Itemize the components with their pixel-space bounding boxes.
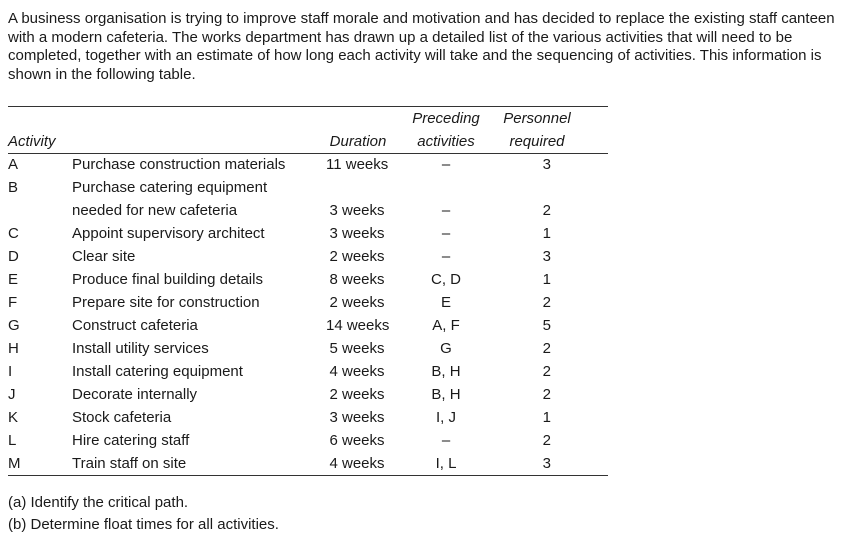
table-top-rule bbox=[8, 106, 608, 107]
question-a: (a) Identify the critical path. bbox=[8, 494, 189, 511]
row-personnel: 3 bbox=[542, 248, 551, 265]
row-preceding: – bbox=[441, 156, 451, 173]
row-personnel: 2 bbox=[542, 202, 551, 219]
row-duration: 5 weeks bbox=[329, 340, 385, 357]
row-activity-id: A bbox=[8, 156, 19, 173]
row-preceding: – bbox=[441, 432, 451, 449]
row-personnel: 5 bbox=[542, 317, 551, 334]
row-description: Appoint supervisory architect bbox=[72, 225, 265, 242]
row-personnel: 2 bbox=[542, 432, 551, 449]
row-duration: 3 weeks bbox=[329, 225, 385, 242]
question-b: (b) Determine float times for all activities. bbox=[8, 515, 279, 533]
row-preceding: – bbox=[441, 202, 451, 219]
row-activity-id: J bbox=[8, 386, 16, 403]
row-personnel: 2 bbox=[542, 363, 551, 380]
questions bbox=[8, 492, 279, 535]
row-duration: 4 weeks bbox=[329, 455, 385, 472]
header-preceding-line1: Preceding bbox=[412, 110, 480, 127]
row-preceding: – bbox=[441, 248, 451, 265]
row-description: Install catering equipment bbox=[72, 363, 243, 380]
table-header-rule bbox=[8, 153, 608, 154]
row-preceding: C, D bbox=[431, 271, 461, 288]
row-duration: 2 weeks bbox=[329, 294, 385, 311]
header-activity: Activity bbox=[8, 133, 56, 150]
row-description: Construct cafeteria bbox=[72, 317, 198, 334]
row-duration: 11 weeks bbox=[326, 156, 389, 173]
row-personnel: 2 bbox=[542, 294, 551, 311]
row-activity-id: F bbox=[8, 294, 18, 311]
row-description: Train staff on site bbox=[72, 455, 187, 472]
header-personnel-line2: required bbox=[509, 133, 565, 150]
row-description: Decorate internally bbox=[72, 386, 198, 403]
row-duration: 14 weeks bbox=[326, 317, 390, 334]
row-duration: 3 weeks bbox=[329, 409, 385, 426]
row-preceding: G bbox=[440, 340, 452, 357]
row-preceding: B, H bbox=[431, 386, 461, 403]
row-duration: 2 weeks bbox=[329, 248, 385, 265]
table-bottom-rule bbox=[8, 475, 608, 476]
row-description: Install utility services bbox=[72, 340, 209, 357]
row-activity-id: I bbox=[8, 363, 13, 380]
row-description: Hire catering staff bbox=[72, 432, 190, 449]
row-activity-id: L bbox=[8, 432, 17, 449]
row-description: Prepare site for construction bbox=[72, 294, 260, 311]
row-duration: 2 weeks bbox=[329, 386, 385, 403]
row-duration: 3 weeks bbox=[329, 202, 385, 219]
row-activity-id: H bbox=[8, 340, 19, 357]
row-personnel: 1 bbox=[542, 225, 551, 242]
row-duration: 6 weeks bbox=[329, 432, 385, 449]
row-personnel: 1 bbox=[542, 409, 551, 426]
row-preceding: B, H bbox=[431, 363, 461, 380]
row-activity-id: C bbox=[8, 225, 19, 242]
header-personnel-line1: Personnel bbox=[503, 110, 571, 127]
intro-paragraph: A business organisation is trying to improve staff morale and motivation and has decided to replace the existing staff canteen with a modern cafeteria. The works department has drawn up a detailed list of the various activities that will need to be completed, together with an estimate of how long each activity will take and the sequencing of activities. This information is shown in the following table. bbox=[8, 10, 835, 83]
row-preceding: I, J bbox=[435, 409, 456, 426]
row-personnel: 3 bbox=[542, 455, 551, 472]
row-preceding: A, F bbox=[432, 317, 460, 334]
row-preceding: I, L bbox=[435, 455, 457, 472]
row-activity-id: B bbox=[8, 179, 19, 196]
header-preceding-line2: activities bbox=[417, 133, 475, 150]
row-description: Purchase construction materials bbox=[72, 156, 286, 173]
row-description: Produce final building details bbox=[72, 271, 263, 288]
row-description: Purchase catering equipment bbox=[72, 179, 268, 196]
row-duration: 4 weeks bbox=[329, 363, 385, 380]
row-duration: 8 weeks bbox=[329, 271, 385, 288]
row-preceding: – bbox=[441, 225, 451, 242]
row-activity-id: G bbox=[8, 317, 20, 334]
row-description-cont: needed for new cafeteria bbox=[72, 202, 238, 219]
row-personnel: 3 bbox=[542, 156, 551, 173]
row-activity-id: D bbox=[8, 248, 19, 265]
row-activity-id: M bbox=[8, 455, 21, 472]
row-personnel: 1 bbox=[542, 271, 551, 288]
row-description: Stock cafeteria bbox=[72, 409, 172, 426]
header-duration: Duration bbox=[329, 133, 387, 150]
row-activity-id: K bbox=[8, 409, 19, 426]
row-personnel: 2 bbox=[542, 386, 551, 403]
row-description: Clear site bbox=[72, 248, 136, 265]
row-activity-id: E bbox=[8, 271, 19, 288]
row-personnel: 2 bbox=[542, 340, 551, 357]
row-preceding: E bbox=[440, 294, 451, 311]
